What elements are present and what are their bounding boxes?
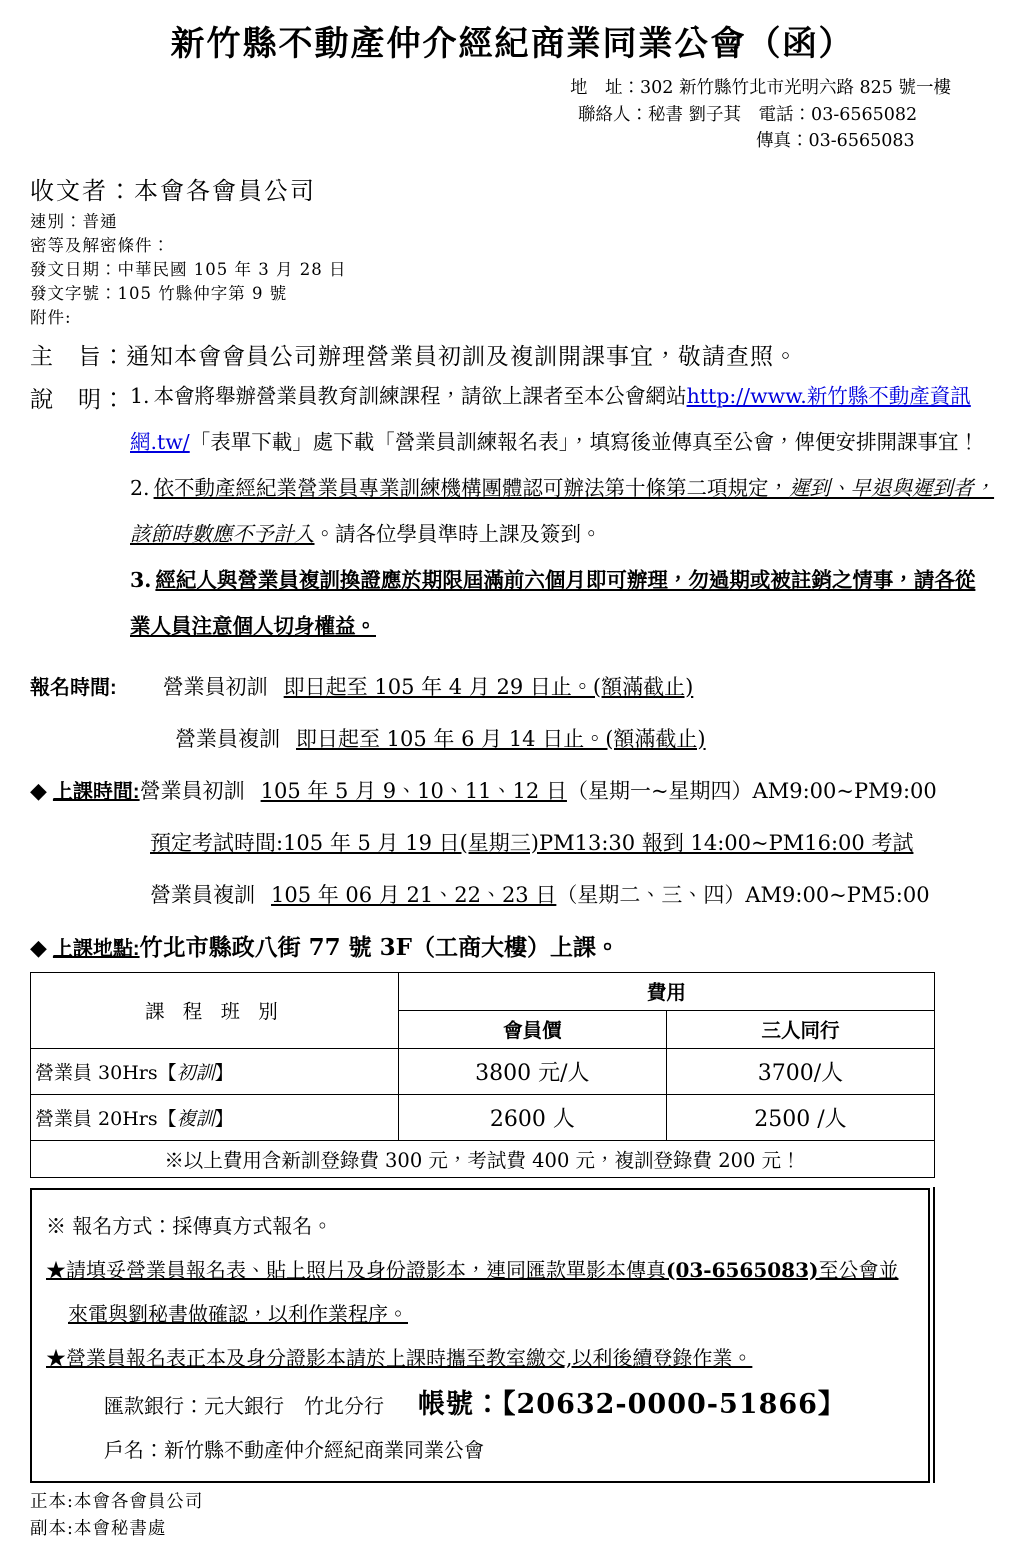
issue-date-line: 發文日期：中華民國 105 年 3 月 28 日 xyxy=(30,259,347,279)
attachment-line: 附件: xyxy=(30,307,72,327)
class-time-row2-rest: （星期二、三、四）AM9:00~PM5:00 xyxy=(556,882,930,907)
registration-row-2 xyxy=(175,723,995,753)
subject-line xyxy=(30,338,995,371)
fee-table-note: ※以上費用含新訓登錄費 300 元，考試費 400 元，複訓登錄費 200 元！ xyxy=(31,1140,935,1177)
member-price: 3800 元/人 xyxy=(398,1048,666,1094)
notice-star-1 xyxy=(46,1248,914,1336)
exam-time-line: 預定考試時間:105 年 5 月 19 日(星期三)PM13:30 報到 14:00~PM16:00 考試 xyxy=(150,830,914,855)
item1-text-pre: 本會將舉辦營業員教育訓練課程，請欲上課者至本公會網站 xyxy=(153,383,687,408)
course-name: 營業員 30Hrs【 xyxy=(35,1061,177,1084)
registration-label: 報名時間: xyxy=(30,676,117,699)
class-time-row2-name: 營業員複訓 xyxy=(150,882,255,907)
star2-text: ★營業員報名表正本及身分證影本請於上課時攜至教室繳交,以利後續登錄作業。 xyxy=(46,1345,753,1370)
page-title: 新竹縣不動產仲介經紀商業同業公會（函） xyxy=(170,24,855,64)
speed-line: 速別：普通 xyxy=(30,211,118,231)
registration-row2-name: 營業員複訓 xyxy=(175,726,280,751)
notice-box xyxy=(30,1188,930,1483)
class-time-row-1 xyxy=(30,775,995,805)
course-bracket: 】 xyxy=(214,1061,234,1084)
doc-number-line: 發文字號：105 竹縣仲字第 9 號 xyxy=(30,283,288,303)
original-copy-line: 正本:本會各會員公司 xyxy=(30,1491,204,1512)
item3-text: 經紀人與營業員複訓換證應於期限屆滿前六個月即可辦理，勿過期或被註銷之情事，請各從業人員注意個人切身權益。 xyxy=(130,567,976,638)
org-address: 地 址：302 新竹縣竹北市光明六路 825 號一樓 xyxy=(570,78,951,98)
org-fax: 傳真：03-6565083 xyxy=(756,131,915,151)
fee-table-header-member: 會員價 xyxy=(398,1010,666,1048)
group-price: 3700/人 xyxy=(666,1048,934,1094)
class-time-row1-rest: （星期一~星期四）AM9:00~PM9:00 xyxy=(566,778,937,803)
explanation-label: 說 明： xyxy=(30,386,126,413)
item2-number: 2. xyxy=(130,475,150,500)
fee-table-row-initial xyxy=(31,1048,935,1094)
star1-text xyxy=(46,1258,898,1326)
registration-row-1 xyxy=(30,671,995,701)
distribution-footer xyxy=(30,1489,995,1543)
recipient-line: 收文者：本會各會員公司 xyxy=(30,176,316,205)
registration-method-line: ※ 報名方式：採傳真方式報名。 xyxy=(46,1213,333,1238)
account-number: 【20632-0000-51866】 xyxy=(502,1388,846,1420)
explanation-item-2 xyxy=(130,465,995,557)
meta-fields xyxy=(30,210,995,330)
diamond-bullet-icon: ◆ xyxy=(30,778,47,804)
star1-pre: ★請填妥營業員報名表、貼上照片及身份證影本，連同匯款單影本傳真 xyxy=(46,1257,666,1282)
subject-text: 通知本會會員公司辦理營業員初訓及複訓開課事宜，敬請查照。 xyxy=(126,343,798,370)
explanation-section xyxy=(30,373,995,649)
explanation-item-1 xyxy=(130,373,995,465)
fee-table-row-refresher xyxy=(31,1094,935,1140)
registration-row1-name: 營業員初訓 xyxy=(162,674,268,699)
fee-table-header-fee: 費用 xyxy=(398,972,934,1010)
item2-italic: 遲到、早退與遲到者，該節時數應不予計入 xyxy=(130,475,995,546)
member-price: 2600 人 xyxy=(398,1094,666,1140)
course-name: 營業員 20Hrs【 xyxy=(35,1107,177,1130)
association-website-link[interactable]: http://www.新竹縣不動產資訊網.tw/ xyxy=(130,383,971,454)
location-text: 竹北市縣政八街 77 號 3F（工商大樓）上課。 xyxy=(139,933,619,961)
account-label: 帳號： xyxy=(418,1388,502,1420)
star1-post: 至公會並來電與劉秘書做確認，以利作業程序。 xyxy=(68,1257,899,1326)
course-type: 初訓 xyxy=(176,1061,215,1084)
item2-rest: 。請各位學員準時上課及簽到。 xyxy=(314,521,602,546)
bank-name: 匯款銀行：元大銀行 竹北分行 xyxy=(104,1393,384,1418)
class-time-row1-dates: 105 年 5 月 9、10、11、12 日 xyxy=(260,778,567,803)
notice-star-2 xyxy=(46,1336,914,1380)
fee-table-header-group: 三人同行 xyxy=(666,1010,934,1048)
duplicate-copy-line: 副本:本會秘書處 xyxy=(30,1518,167,1539)
class-time-row2-dates: 105 年 06 月 21、22、23 日 xyxy=(271,882,557,907)
bank-line xyxy=(46,1380,914,1431)
subject-label: 主 旨： xyxy=(30,343,126,370)
course-type: 複訓 xyxy=(176,1107,215,1130)
star1-fax-number: (03-6565083) xyxy=(666,1257,819,1282)
location-row xyxy=(30,929,995,962)
fee-table xyxy=(30,972,935,1178)
class-time-row1-name: 營業員初訓 xyxy=(139,778,245,803)
fee-table-header-course: 課 程 班 別 xyxy=(31,972,399,1048)
explanation-item-3 xyxy=(130,557,995,649)
course-bracket: 】 xyxy=(214,1107,234,1130)
registration-row2-value: 即日起至 105 年 6 月 14 日止。(額滿截止) xyxy=(296,726,706,751)
item1-text-post: 「表單下載」處下載「營業員訓練報名表」，填寫後並傳真至公會，俾便安排開課事宜！ xyxy=(189,429,979,454)
schedule-section xyxy=(30,671,995,962)
registration-row1-value: 即日起至 105 年 4 月 29 日止。(額滿截止) xyxy=(283,674,694,699)
location-label: 上課地點: xyxy=(52,937,140,960)
class-time-row-2 xyxy=(150,879,995,909)
group-price: 2500 /人 xyxy=(666,1094,934,1140)
contact-block xyxy=(570,75,995,155)
item2-underlined: 依不動產經紀業營業員專業訓練機構團體認可辦法第十條第二項規定， xyxy=(153,475,790,500)
account-owner-line: 戶名：新竹縣不動產仲介經紀商業同業公會 xyxy=(104,1437,484,1462)
class-time-label: 上課時間: xyxy=(52,780,140,803)
explanation-items xyxy=(130,373,995,649)
security-line: 密等及解密條件： xyxy=(30,235,170,255)
item1-number: 1. xyxy=(130,383,150,408)
org-contact-person: 聯絡人：秘書 劉子萁 電話：03-6565082 xyxy=(578,104,918,125)
diamond-bullet-icon: ◆ xyxy=(30,934,47,961)
item3-number: 3. xyxy=(130,567,152,592)
